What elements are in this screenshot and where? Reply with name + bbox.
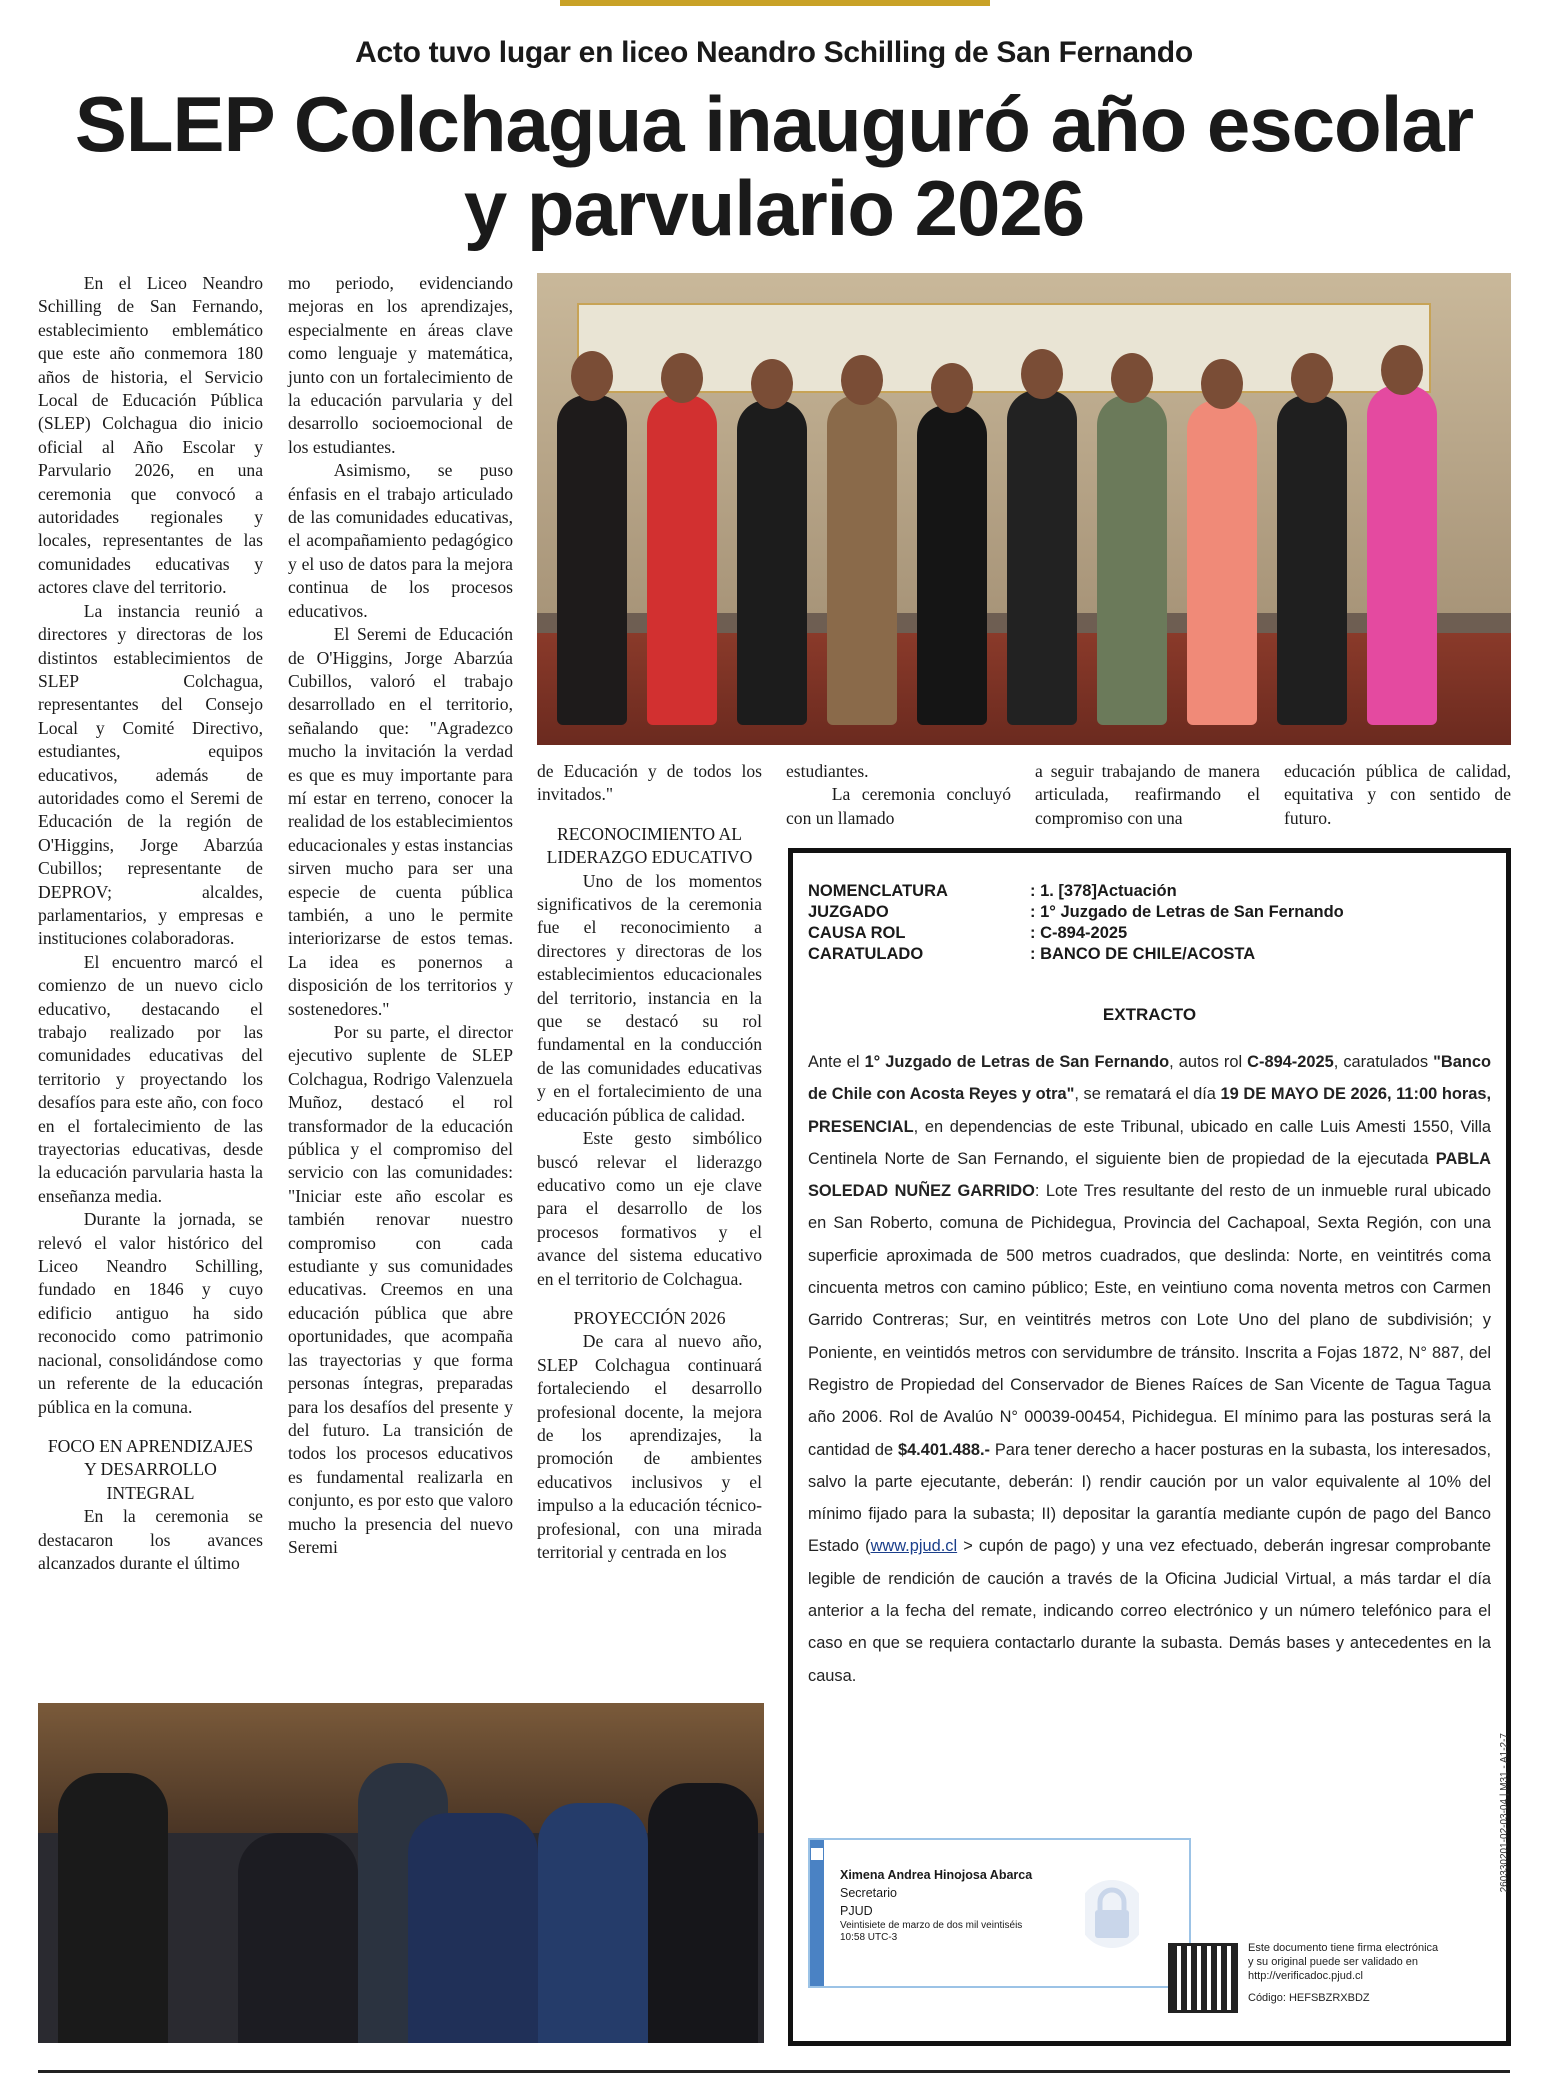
paragraph: El Seremi de Educación de O'Higgins, Jorge Abarzúa Cubillos, valoró el trabajo desarrollado en el territorio, señalando que: "Agradezco mucho la invitación la verdad es que es muy importante para mí estar en terreno, conocer la realidad de los establecimientos educacionales y estas instancias sirven mucho para ser una especie de cuenta pública también, a uno le permite interiorizarse de estos temas. La idea es ponernos a disposición de los territorios y sostenedores." <box>288 624 513 1019</box>
value-caratulado: : BANCO DE CHILE/ACOSTA <box>1030 945 1256 963</box>
legal-body: Ante el 1° Juzgado de Letras de San Fernando, autos rol C-894-2025, caratulados "Banco de Chile con Acosta Reyes y otra", se rematará el día 19 DE MAYO DE 2026, 11:00 horas, PRESENCIAL, en dependencias de este Tribunal, ubicado en calle Luis Amesti 1550, Villa Centinela Norte de San Fernando, el siguiente bien de propiedad de la ejecutada PABLA SOLEDAD NUÑEZ GARRIDO: Lote Tres resultante del resto de un inmueble rural ubicado en San Roberto, comuna de Pichidegua, Provincia del Cachapoal, Sexta Región, con una superficie aproximada de 500 metros cuadrados, que deslinda: Norte, en veintitrés coma cincuenta metros con camino público; Este, en veintiuno coma noventa metros con Carmen Garrido Contreras; Sur, en veintitrés metros con Lote Uno del plano de subdivisión; y Poniente, en veintidós metros con servidumbre de tránsito. Inscrita a Fojas 1872, N° 887, del Registro de Propiedad del Conservador de Bienes Raíces de San Vicente de Tagua Tagua año 2006. Rol de Avalúo N° 00039-00454, Pichidegua. El mínimo para las posturas será la cantidad de $4.401.488.- Para tener derecho a hacer posturas en la subasta, los interesados, salvo la parte ejecutante, deberán: I) rendir caución por un valor equivalente al 10% del mínimo fijado para la subasta; II) depositar la garantía mediante cupón de pago del Banco Estado (www.pjud.cl > cupón de pago) y una vez efectuado, deberán ingresar comprobante legible de rendición de caución a través de la Oficina Judicial Virtual, a más tardar el día anterior a la fecha del remate, indicando correo electrónico y un número telefónico para el caso en que se requiera contactarlo durante la subasta. Demás bases y antecedentes en la causa. <box>808 1053 1492 1685</box>
validation-note: Este documento tiene firma electrónica y su original puede ser validado en http://verificadoc.pjud.cl Código: HEFSBZRXBDZ <box>1248 1942 1439 2004</box>
paragraph: La ceremonia concluyó con un llamado <box>786 784 1011 828</box>
top-accent-bar <box>560 0 990 6</box>
paragraph: Este gesto simbólico buscó relevar el liderazgo educativo como un eje clave para el desarrollo de los procesos formativos y el avance del sistema educativo en el territorio de Colchagua. <box>537 1128 762 1289</box>
bottom-rule <box>38 2070 1510 2073</box>
subheading-reconocimiento: RECONOCIMIENTO AL LIDERAZGO EDUCATIVO <box>546 823 753 868</box>
paragraph: La instancia reunió a directores y directoras de los distintos establecimientos de SLEP Colchagua, representantes del Consejo Local y Comité Directivo, estudiantes, equipos educativos, además de autoridades como el Seremi de Educación de la región de O'Higgins, Jorge Abarzúa Cubillos; representante de DEPROV; alcaldes, parlamentarios, y empresas e instituciones colaboradoras. <box>38 600 263 949</box>
legal-notice <box>788 848 1511 2046</box>
paragraph: De cara al nuevo año, SLEP Colchagua continuará fortaleciendo el desarrollo profesional docente, la mejora de los aprendizajes, la promoción de ambientes educativos inclusivos y el impulso a la educación técnico-profesional, con una mirada territorial y centrada en los <box>537 1331 762 1562</box>
pjud-logo-icon <box>811 1848 823 1860</box>
ceremony-photo <box>537 273 1511 745</box>
article-column-1 <box>38 272 263 1575</box>
paragraph: En la ceremonia se destacaron los avances alcanzados durante el último <box>38 1506 263 1573</box>
headline-line-2: y parvulario 2026 <box>463 164 1085 252</box>
article-column-5 <box>1035 760 1260 830</box>
label-nomenclatura: NOMENCLATURA <box>808 882 948 900</box>
paragraph: Durante la jornada, se relevó el valor histórico del Liceo Neandro Schilling, fundado en 1846 y cuyo edificio antiguo ha sido reconocido como patrimonio nacional, consolidándose como un referente de la educación pública en la comuna. <box>38 1209 263 1417</box>
article-headline <box>40 82 1508 250</box>
signer-org: PJUD <box>840 1904 873 1918</box>
label-juzgado: JUZGADO <box>808 903 889 921</box>
paragraph: Uno de los momentos significativos de la ceremonia fue el reconocimiento a directores y directoras de los establecimientos educacionales del territorio, instancia en la que se destacó su rol fundamental en la conducción de las comunidades educativas y en el fortalecimiento de una educación pública de calidad. <box>537 870 762 1125</box>
label-causa: CAUSA ROL <box>808 924 906 942</box>
paragraph: mo periodo, evidenciando mejoras en los aprendizajes, especialmente en áreas clave como lenguaje y matemática, junto con un fortalecimiento de la educación parvularia y del desarrollo socioemocional de los estudiantes. <box>288 273 513 457</box>
headline-line-1: SLEP Colchagua inauguró año escolar <box>74 80 1474 168</box>
lock-icon <box>1085 1880 1139 1948</box>
subheading-foco: FOCO EN APRENDIZAJES Y DESARROLLO INTEGRAL <box>47 1435 254 1503</box>
paragraph: a seguir trabajando de manera articulada, reafirmando el compromiso con una <box>1035 761 1260 828</box>
signature-time: 10:58 UTC-3 <box>840 1932 898 1943</box>
paragraph: Asimismo, se puso énfasis en el trabajo articulado de las comunidades educativas, el acompañamiento pedagógico y el uso de datos para la mejora continua de los procesos educativos. <box>288 460 513 621</box>
article-column-6 <box>1284 760 1511 830</box>
qr-code-icon <box>1168 1943 1238 2013</box>
value-nomenclatura: : 1. [378]Actuación <box>1030 882 1177 900</box>
article-column-2 <box>288 272 513 1559</box>
paragraph: Por su parte, el director ejecutivo suplente de SLEP Colchagua, Rodrigo Valenzuela Muñoz, destacó el rol transformador de la educación pública y el compromiso del servicio con las comunidades: "Iniciar este año escolar es también renovar nuestro compromiso con cada estudiante y sus comunidades educativas. Creemos en una educación pública que abre oportunidades, que acompaña las trayectorias y que forma personas íntegras, preparadas para los desafíos del presente y del futuro. La transición de todos los procesos educativos es fundamental realizarla en conjunto, es por esto que valoro mucho la presencia del nuevo Seremi <box>288 1022 513 1557</box>
article-column-4 <box>786 760 1011 830</box>
article-kicker: Acto tuvo lugar en liceo Neandro Schilling de San Fernando <box>355 36 1193 69</box>
signer-name: Ximena Andrea Hinojosa Abarca <box>840 1868 1033 1882</box>
paragraph: estudiantes. <box>786 761 869 781</box>
paragraph: educación pública de calidad, equitativa y con sentido de futuro. <box>1284 761 1511 828</box>
extracto-title: EXTRACTO <box>1102 1005 1197 1024</box>
paragraph: En el Liceo Neandro Schilling de San Fernando, establecimiento emblemático que este año conmemora 180 años de historia, el Servicio Local de Educación Pública (SLEP) Colchagua dio inicio oficial al Año Escolar y Parvulario 2026, en una ceremonia que convocó a autoridades regionales y locales, representantes de las comunidades educativas y actores clave del territorio. <box>38 273 263 598</box>
students-photo <box>38 1703 764 2043</box>
subheading-proyeccion: PROYECCIÓN 2026 <box>573 1307 726 1328</box>
signature-date: Veintisiete de marzo de dos mil veintiséis <box>840 1920 1023 1931</box>
article-column-3 <box>537 760 762 1564</box>
value-causa: : C-894-2025 <box>1030 924 1128 942</box>
label-caratulado: CARATULADO <box>808 945 924 963</box>
paragraph: de Educación y de todos los invitados." <box>537 761 762 805</box>
pjud-link[interactable]: www.pjud.cl <box>870 1537 958 1556</box>
value-juzgado: : 1° Juzgado de Letras de San Fernando <box>1030 903 1344 921</box>
paragraph: El encuentro marcó el comienzo de un nuevo ciclo educativo, destacando el trabajo realizado por las comunidades educativas del territorio y proyectando los desafíos para este año, con foco en el fortalecimiento de las trayectorias educativas, desde la educación parvularia hasta la enseñanza media. <box>38 951 263 1206</box>
legal-header <box>808 881 1344 965</box>
signer-role: Secretario <box>840 1886 897 1900</box>
electronic-signature <box>808 1838 1191 1988</box>
side-code: 260330201-02-03-04 | M31 - A1-2-7 <box>1499 1733 1510 1893</box>
